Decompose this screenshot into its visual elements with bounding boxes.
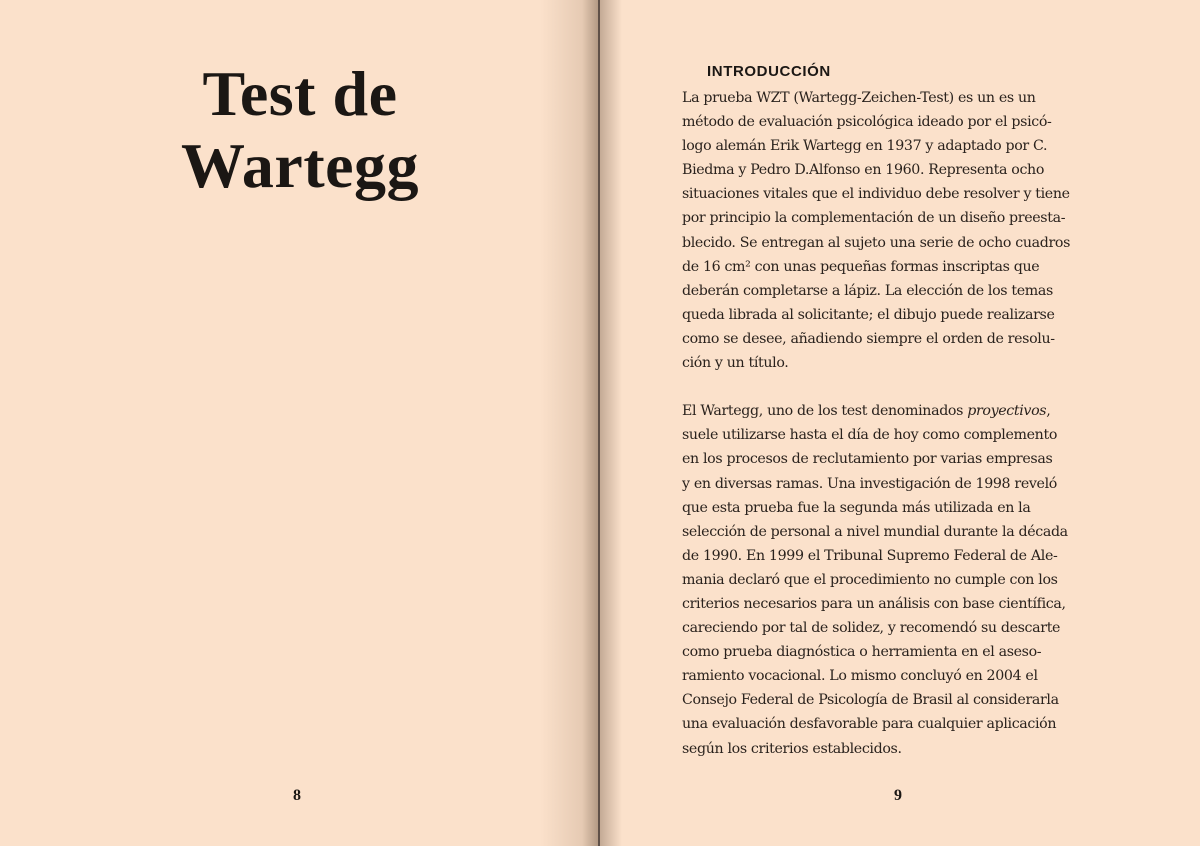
paragraph-wartegg-history bbox=[682, 399, 1122, 760]
text-line: Consejo Federal de Psicología de Brasil al considerarla bbox=[682, 692, 1059, 709]
gutter-shadow-right bbox=[600, 0, 622, 846]
text-line: logo alemán Erik Wartegg en 1937 y adaptado por C. bbox=[682, 138, 1048, 155]
section-heading: INTRODUCCIÓN bbox=[707, 63, 831, 80]
text-line: como prueba diagnóstica o herramienta en el aseso- bbox=[682, 644, 1042, 661]
text-line: Biedma y Pedro D.Alfonso en 1960. Representa ocho bbox=[682, 162, 1045, 179]
text-line: blecido. Se entregan al sujeto una serie de ocho cuadros bbox=[682, 234, 1071, 251]
text-line: y en diversas ramas. Una investigación de 1998 reveló bbox=[682, 475, 1057, 492]
text-line bbox=[682, 399, 1122, 423]
text-line: método de evaluación psicológica ideado por el psicó- bbox=[682, 114, 1052, 131]
gutter-shadow bbox=[540, 0, 600, 846]
text-line: de 1990. En 1999 el Tribunal Supremo Federal de Ale- bbox=[682, 547, 1058, 564]
italic-term: proyectivos bbox=[967, 403, 1047, 420]
text-line: una evaluación desfavorable para cualquier aplicación bbox=[682, 716, 1057, 733]
left-page bbox=[0, 0, 598, 846]
text-fragment: , bbox=[1046, 403, 1051, 420]
text-line: suele utilizarse hasta el día de hoy como complemento bbox=[682, 427, 1058, 444]
page-number-left: 8 bbox=[293, 787, 301, 804]
right-page bbox=[600, 0, 1200, 846]
book-title-line-1: Test de bbox=[202, 58, 398, 129]
text-line: mania declaró que el procedimiento no cumple con los bbox=[682, 571, 1058, 588]
text-fragment: El Wartegg, uno de los test denominados bbox=[682, 403, 968, 420]
text-line: ción y un título. bbox=[682, 355, 789, 372]
text-line: La prueba WZT (Wartegg-Zeichen-Test) es un es un bbox=[682, 90, 1036, 106]
text-line: situaciones vitales que el individuo debe resolver y tiene bbox=[682, 186, 1070, 203]
text-line: como se desee, añadiendo siempre el orden de resolu- bbox=[682, 330, 1055, 347]
book-title-line-2: Wartegg bbox=[180, 130, 420, 201]
text-line: en los procesos de reclutamiento por varias empresas bbox=[682, 451, 1053, 468]
text-line: queda librada al solicitante; el dibujo puede realizarse bbox=[682, 306, 1055, 323]
book-title bbox=[150, 58, 450, 202]
text-line: criterios necesarios para un análisis con base científica, bbox=[682, 595, 1066, 612]
text-line: deberán completarse a lápiz. La elección de los temas bbox=[682, 282, 1053, 299]
text-line: selección de personal a nivel mundial durante la década bbox=[682, 523, 1068, 540]
text-line: careciendo por tal de solidez, y recomendó su descarte bbox=[682, 620, 1061, 637]
paragraph-introduction bbox=[682, 86, 1122, 375]
page-number-right: 9 bbox=[894, 787, 902, 804]
text-line: según los criterios establecidos. bbox=[682, 740, 902, 757]
text-line: de 16 cm² con unas pequeñas formas inscriptas que bbox=[682, 258, 1040, 275]
text-line: por principio la complementación de un diseño preesta- bbox=[682, 210, 1066, 227]
body-text bbox=[682, 86, 1122, 761]
text-line: ramiento vocacional. Lo mismo concluyó en 2004 el bbox=[682, 668, 1038, 685]
text-line: que esta prueba fue la segunda más utilizada en la bbox=[682, 499, 1031, 516]
